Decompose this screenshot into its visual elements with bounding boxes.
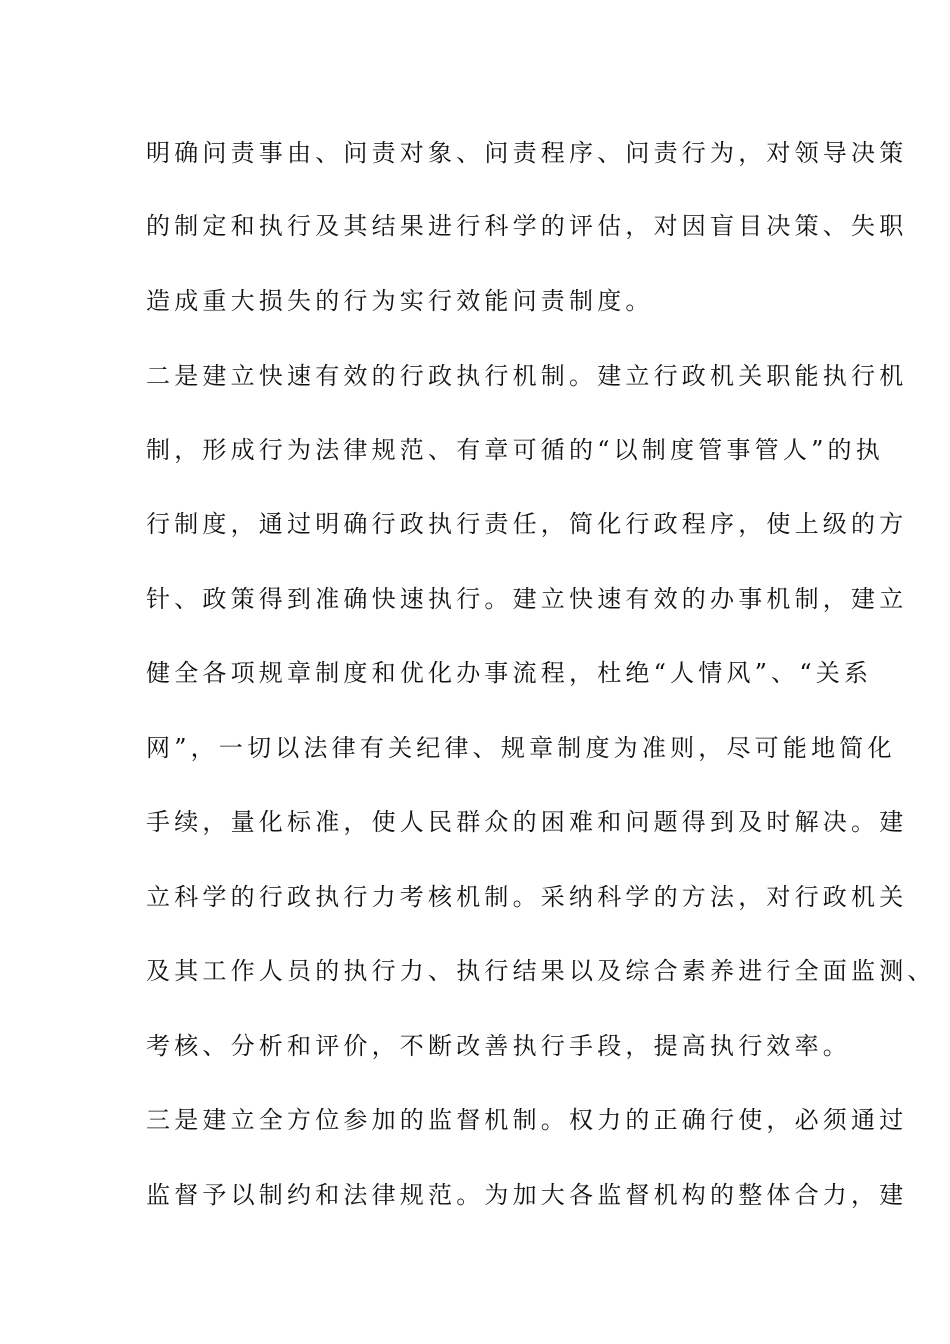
text-line-15: 监督予以制约和法律规范。为加大各监督机构的整体合力，建 bbox=[146, 1181, 908, 1209]
text-line-4: 二是建立快速有效的行政执行机制。建立行政机关职能执行机 bbox=[146, 362, 908, 390]
text-line-7: 针、政策得到准确快速执行。建立快速有效的办事机制，建立 bbox=[146, 585, 908, 613]
text-line-11: 立科学的行政执行力考核机制。采纳科学的方法，对行政机关 bbox=[146, 883, 908, 911]
text-line-3: 造成重大损失的行为实行效能问责制度。 bbox=[146, 287, 654, 315]
text-line-5: 制，形成行为法律规范、有章可循的“以制度管事管人”的执 bbox=[146, 436, 884, 464]
text-line-6: 行制度，通过明确行政执行责任，简化行政程序，使上级的方 bbox=[146, 510, 908, 538]
text-line-8: 健全各项规章制度和优化办事流程，杜绝“人情风”、“关系 bbox=[146, 659, 873, 687]
text-line-14: 三是建立全方位参加的监督机制。权力的正确行使，必须通过 bbox=[146, 1106, 908, 1134]
text-line-1: 明确问责事由、问责对象、问责程序、问责行为，对领导决策 bbox=[146, 139, 908, 167]
text-line-9: 网”，一切以法律有关纪律、规章制度为准则，尽可能地简化 bbox=[146, 734, 896, 762]
text-line-2: 的制定和执行及其结果进行科学的评估，对因盲目决策、失职 bbox=[146, 212, 908, 240]
text-line-10: 手续，量化标准，使人民群众的困难和问题得到及时解决。建 bbox=[146, 808, 908, 836]
text-line-12: 及其工作人员的执行力、执行结果以及综合素养进行全面监测、 bbox=[146, 957, 936, 985]
text-line-13: 考核、分析和评价，不断改善执行手段，提高执行效率。 bbox=[146, 1032, 851, 1060]
